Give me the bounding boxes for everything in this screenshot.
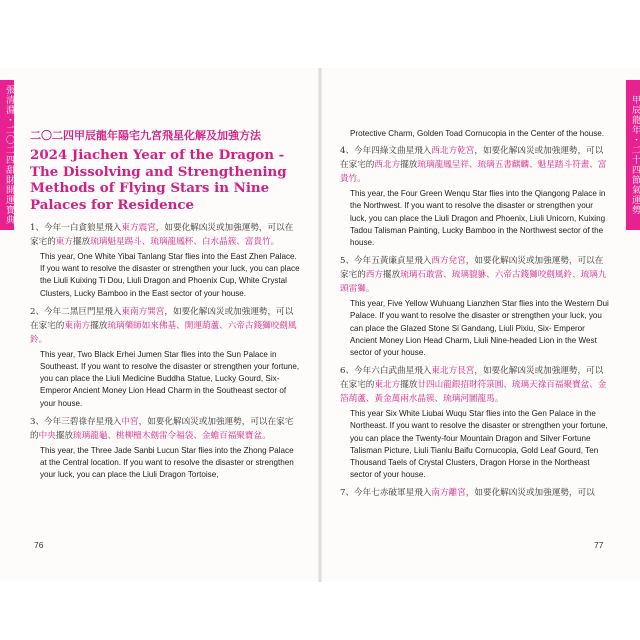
palace-highlight: 東南方巽宮 — [121, 306, 165, 317]
palace-highlight: 中宮 — [121, 416, 139, 427]
entry-text: 3、今年三碧祿存星飛入 — [30, 416, 122, 427]
page-number-right: 77 — [594, 540, 604, 550]
entry-english: This year, the Four Green Wenqu Star flies into the Qiangong Palace in the Northwest. If you want to resolve the disaster or strengthen your luck, you can place the Liuli Dragon and Phoenix, Liuli Unicorn, Kuixing Tadou Talisman Painting, Lucky Bamboo in the Northwest sector of the house. — [350, 189, 606, 248]
entry-text: 6、今年六白武曲星飛入 — [340, 366, 432, 377]
entry-text: 1、今年一白貪狼星飛入 — [30, 223, 122, 233]
entry-english: This year, One White Yibai Tanlang Star flies into the East Zhen Palace. If you want to resolve the disaster or strengthen your luck, you can place the Liuli Kuixing Ti Dou, Liuli Dragon and Phoenix Cup, White Crystal Clusters, Lucky Bamboo in the East sector of your house. — [40, 252, 300, 298]
palace-highlight: 東北方艮宮 — [431, 366, 475, 377]
book-gutter — [318, 68, 322, 582]
continued-english: Protective Charm, Golden Toad Cornucopia in the Center of the house. — [350, 129, 605, 138]
direction-highlight: 東南方 — [64, 320, 91, 331]
palace-highlight: 西方兌宮 — [431, 256, 466, 267]
entry-7 — [340, 486, 610, 500]
entry-text: 擺放 — [73, 237, 91, 247]
entry-text: 5、今年五黃廉貞星飛入 — [340, 256, 432, 267]
entry-text: ，如要化解凶災或加強運勢，可以在家宅的 — [340, 366, 604, 391]
items-highlight: 琉璃藥師如來佛基、開運葫蘆、六帝古錢獅咬劍風鈴。 — [30, 320, 297, 345]
entry-text: 擺放 — [383, 270, 401, 281]
entry-text: ，如要化解凶災或加強運勢，可以在家宅的 — [340, 256, 604, 281]
entry-text: 擺放 — [90, 320, 108, 331]
right-page — [340, 100, 610, 505]
entry-text: 7、今年七赤破軍星飛入 — [340, 488, 432, 499]
palace-highlight: 南方離宮 — [431, 488, 466, 499]
direction-highlight: 西北方 — [374, 160, 401, 171]
items-highlight: 琉璃龍龜、桃柳檀木劍雷令褔袋、金蟾百福聚寶盆。 — [73, 430, 271, 441]
palace-highlight: 東方震宮 — [121, 223, 156, 233]
entry-text: 擺放 — [55, 430, 74, 441]
entry-english: This year, Five Yellow Wuhuang Lianzhen Star flies into the Western Dui Palace. If you want to resolve the disaster or strengthen your luck, you can place the Glazed Stone Si Gandang, Liuli Pixiu, Six- Emperor Ancient Money Lion Head Charm, Liuli Nine-headed Lion in the West sector of your house. — [350, 299, 609, 358]
left-page — [30, 100, 300, 486]
direction-highlight: 中央 — [38, 430, 56, 441]
entry-english: This year Six White Liubai Wuqu Star flies into the Gen Palace in the Northeast. If you want to resolve the disaster or strengthen your fortune, you can place the Twenty-four Mountain Dragon and Silver Fortune Talisman Picture, Liuli Tianlu Baifu Cornucopia, Gold Leaf Gourd, Ten Thousand Taels of Crystal Clusters, Dragon Horse in the Northeast sector of your house. — [350, 409, 608, 480]
entry-6 — [340, 364, 610, 481]
direction-highlight: 東方 — [55, 237, 73, 247]
entry-1 — [30, 221, 300, 300]
entry-text: 擺放 — [400, 380, 418, 391]
items-highlight: 廿四山龍銀招財符箓圓、琉璃天祿百福聚寶盆、金箔葫蘆、黃金萬兩水晶簇、琉璃河圖龍馬。 — [340, 380, 607, 405]
entry-text: ，如要化解凶災或加強運勢，可以在家宅的 — [30, 223, 294, 247]
title-chinese: 二〇二四甲辰龍年陽宅九宮飛星化解及加強方法 — [30, 129, 261, 142]
entry-english: This year, the Three Jade Sanbi Lucun Star flies into the Zhong Palace at the Central location. If you want to resolve the disaster or strengthen your luck, you can place the Liuli Dragon Tortoise, — [40, 445, 294, 480]
palace-highlight: 西北方乾宮 — [431, 146, 475, 157]
items-highlight: 琉璃魁星踢斗、琉璃龍鳳杯、白水晶簇、富貴竹。 — [90, 237, 280, 247]
entry-english: This year, Two Black Erhei Jumen Star flies into the Sun Palace in Southeast. If you want to resolve the disaster or strengthen your fortune, you can place the Liuli Medicine Buddha Statue, Lucky Gourd, Six-Emperor Ancient Money Lion Head Charm in the Southeast sector of your house. — [40, 349, 300, 408]
direction-highlight: 西方 — [365, 270, 383, 281]
entry-text: 擺放 — [400, 160, 418, 171]
page-number-left: 76 — [34, 540, 44, 550]
entry-text: ，如要化解凶災或加強運勢，可以在家宅的 — [340, 146, 604, 171]
entry-text: 2、今年二黑巨門星飛入 — [30, 306, 122, 317]
title-english: 2024 Jiachen Year of the Dragon - The Dissolving and Strengthening Methods of Flying Stars in Nine Palaces for Residence — [30, 147, 287, 213]
entry-3 — [30, 415, 300, 482]
direction-highlight: 東北方 — [374, 380, 401, 391]
right-side-tab: 甲辰龍年・二十四節氣運勢 — [626, 80, 640, 230]
items-highlight: 琉璃石敢當、琉璃貔貅、六帝古錢獅咬劍風鈴、琉璃九頭雷獅。 — [340, 270, 607, 295]
entry-text: 4、今年四綠文曲星飛入 — [340, 146, 432, 157]
entry-text: ，如要化解凶災或加強運勢，可以 — [465, 488, 595, 499]
entry-4 — [340, 144, 610, 249]
entry-2 — [30, 305, 300, 410]
entry-text: ，如要化解凶災或加強運勢，可以在家宅的 — [30, 306, 294, 331]
left-side-tab: 張清淵・二〇二四甜財開運寶典 — [0, 80, 14, 230]
entry-5 — [340, 254, 610, 359]
entry-text: ，如要化解凶災或加強運勢，可以在家宅的 — [30, 416, 294, 441]
items-highlight: 琉璃龍鳳呈祥、琉璃五書麒麟、魁星踏斗符畫、富貴竹。 — [340, 160, 607, 185]
